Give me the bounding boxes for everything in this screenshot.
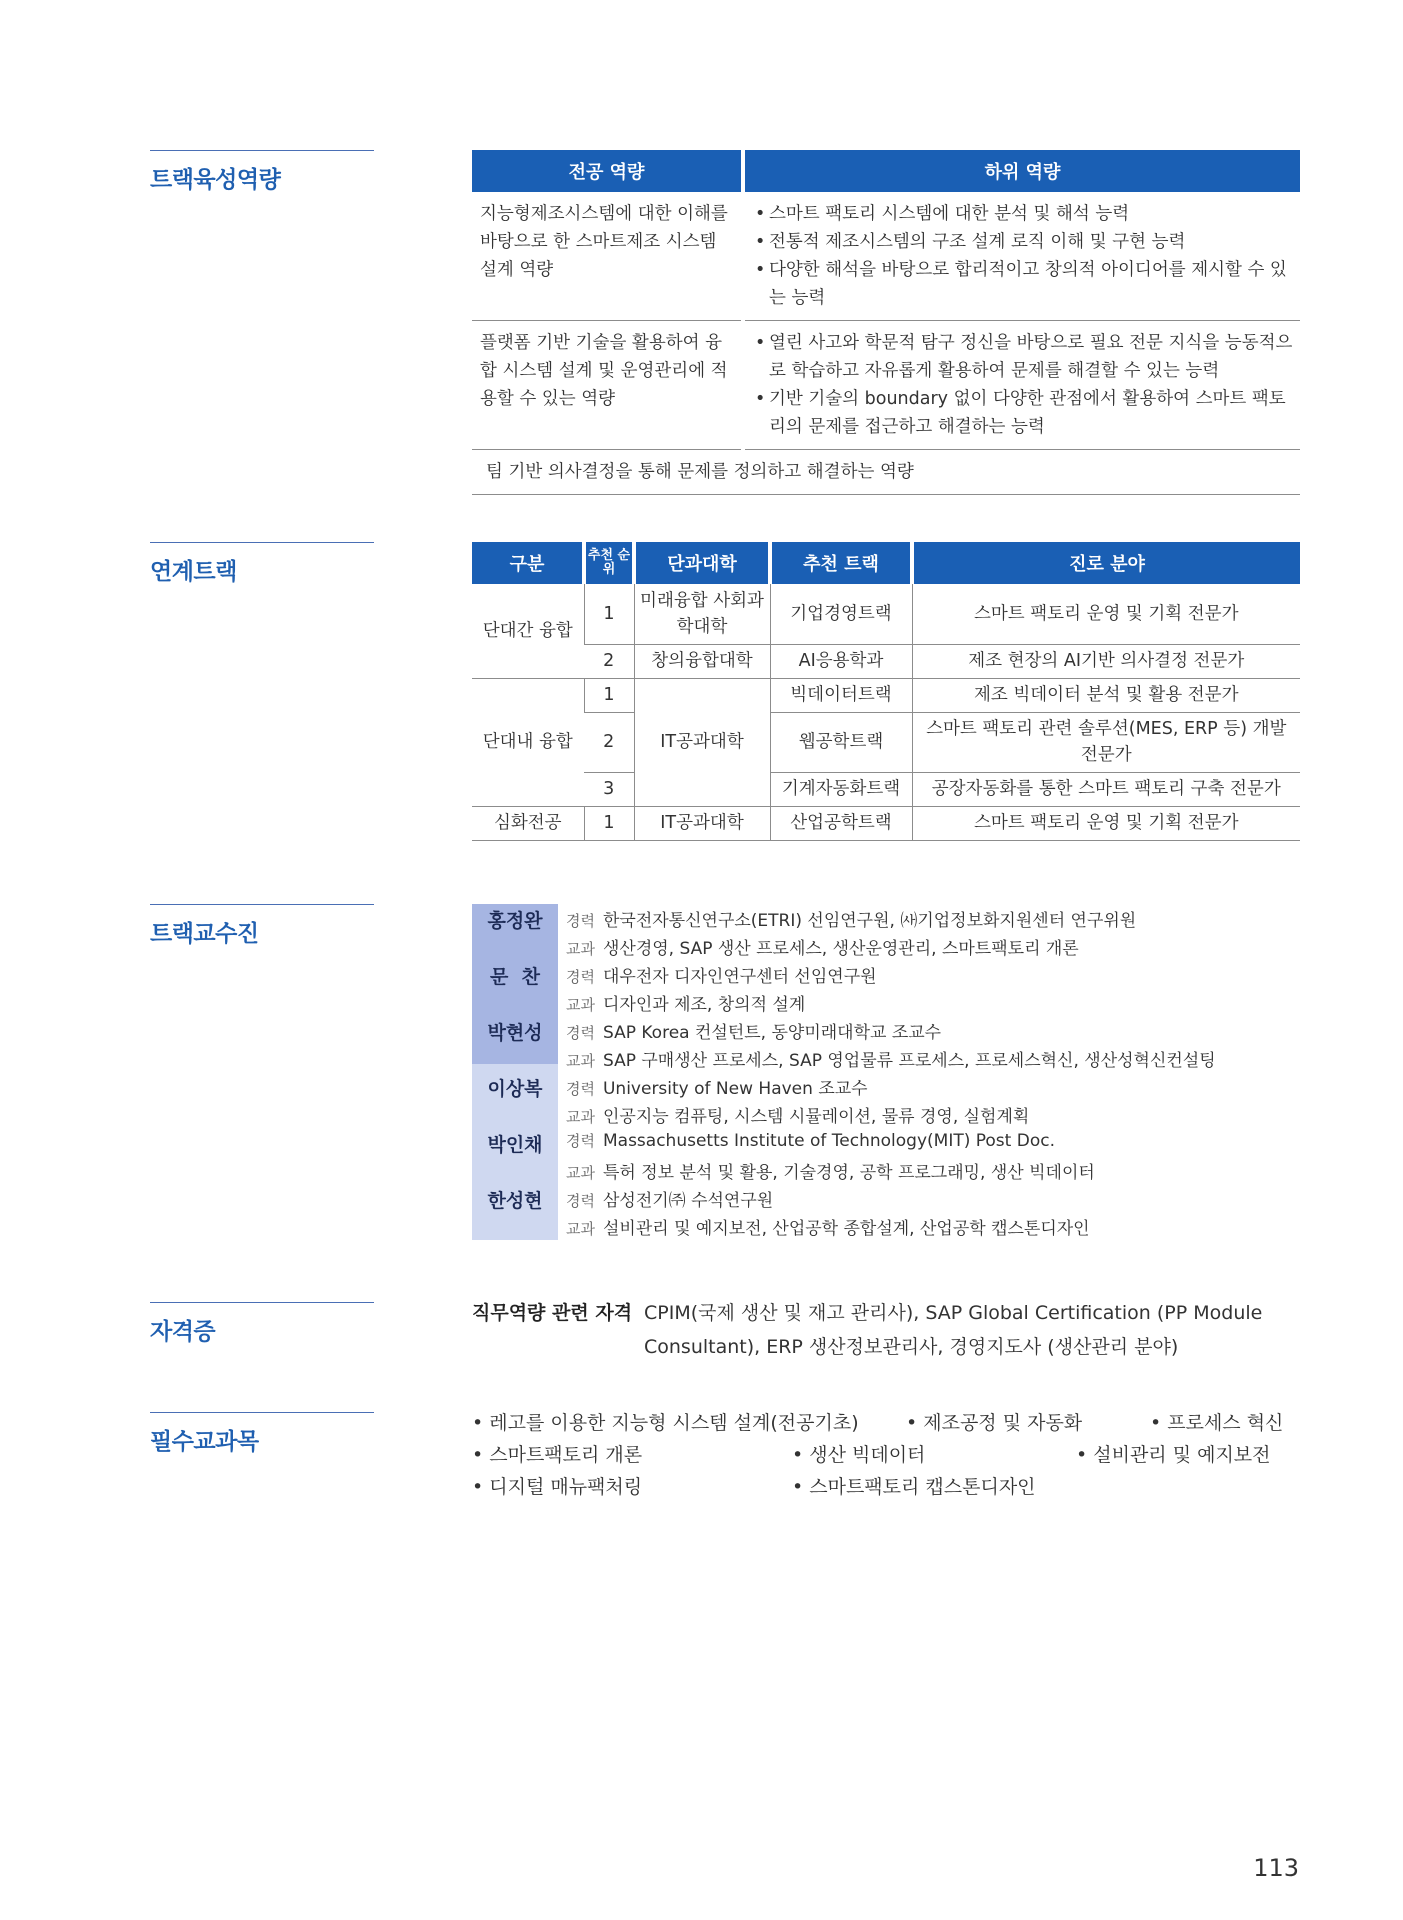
header-category: 구분 [472,542,584,584]
section-title-required: 필수교과목 [150,1412,374,1456]
certificate-label: 직무역량 관련 자격 [472,1302,633,1324]
faculty-name: 박인채 [487,1134,543,1156]
college-cell: 미래융합 사회과학대학 [634,584,770,644]
rank-cell: 2 [584,644,634,678]
career-cell: 스마트 팩토리 운영 및 기획 전문가 [912,806,1300,840]
list-item: • 스마트팩토리 개론 [472,1444,643,1466]
faculty-career [566,1186,773,1211]
rank-cell: 2 [584,712,634,772]
course-text: SAP 구매생산 프로세스, SAP 영업물류 프로세스, 프로세스혁신, 생산성혁신컨설팅 [602,1051,1216,1071]
certificate-list: CPIM(국제 생산 및 재고 관리사), SAP Global Certification (PP Module Consultant), ERP 생산정보관리사, 경영지도사 (생산관리 분야) [644,1302,1263,1358]
track-cell: 웹공학트랙 [770,712,912,772]
career-cell: 공장자동화를 통한 스마트 팩토리 구축 전문가 [912,772,1300,806]
list-item: • 전통적 제조시스템의 구조 설계 로직 이해 및 구현 능력 [753,228,1294,256]
list-item [472,1072,1300,1128]
list-item: • 프로세스 혁신 [1150,1412,1284,1434]
career-text: SAP Korea 컨설턴트, 동양미래대학교 조교수 [602,1023,942,1043]
page-number: 113 [1253,1854,1299,1882]
track-cell: AI응용학과 [770,644,912,678]
faculty-course [566,934,1079,959]
list-item: • 기반 기술의 boundary 없이 다양한 관점에서 활용하여 스마트 팩토리의 문제를 접근하고 해결하는 능력 [753,385,1294,441]
faculty-career [566,1018,941,1043]
course-label: 교과 [566,1052,595,1070]
rank-cell: 3 [584,772,634,806]
course-text: 인공지능 컴퓨팅, 시스템 시뮬레이션, 물류 경영, 실험계획 [602,1107,1030,1127]
career-text: 한국전자통신연구소(ETRI) 선임연구원, ㈔기업정보화지원센터 연구위원 [602,911,1137,931]
header-major-competency: 전공 역량 [472,150,743,192]
section-title-tracks: 연계트랙 [150,542,374,586]
certificate-text-block [472,1296,1300,1364]
course-text: 설비관리 및 예지보전, 산업공학 종합설계, 산업공학 캡스톤디자인 [602,1219,1090,1239]
faculty-name: 홍정완 [487,910,543,932]
list-item: • 열린 사고와 학문적 탐구 정신을 바탕으로 필요 전문 지식을 능동적으로 학습하고 자유롭게 활용하여 문제를 해결할 수 있는 능력 [753,329,1294,385]
list-item [472,904,1300,960]
course-label: 교과 [566,1164,595,1182]
list-item [472,960,1300,1016]
track-cell: 산업공학트랙 [770,806,912,840]
list-item: • 설비관리 및 예지보전 [1076,1444,1271,1466]
sub-competency-cell [743,192,1300,321]
header-rank: 추천 순위 [584,542,634,584]
required-content [472,1408,1300,1518]
header-sub-competency: 하위 역량 [743,150,1300,192]
team-competency-cell: 팀 기반 의사결정을 통해 문제를 정의하고 해결하는 역량 [472,450,1300,495]
table-row [472,321,1300,450]
list-item: • 레고를 이용한 지능형 시스템 설계(전공기초) [472,1412,859,1434]
rank-cell: 1 [584,678,634,712]
sub-competency-cell [743,321,1300,450]
career-cell: 제조 빅데이터 분석 및 활용 전문가 [912,678,1300,712]
table-row [472,192,1300,321]
table-row [472,450,1300,495]
rank-cell: 1 [584,806,634,840]
table-row [472,712,1300,772]
faculty-name: 문 찬 [490,966,540,988]
table-row [472,806,1300,840]
header-career: 진로 분야 [912,542,1300,584]
career-label: 경력 [566,912,595,930]
faculty-course [566,1102,1029,1127]
track-cell: 기계자동화트랙 [770,772,912,806]
competency-content [472,150,1300,495]
faculty-name: 박현성 [487,1022,543,1044]
faculty-career [566,962,877,987]
career-label: 경력 [566,1132,595,1150]
course-label: 교과 [566,1108,595,1126]
career-text: University of New Haven 조교수 [602,1079,868,1099]
list-item: • 생산 빅데이터 [792,1444,926,1466]
faculty-career [566,1130,1055,1151]
faculty-course [566,1158,1095,1183]
career-cell: 스마트 팩토리 관련 솔루션(MES, ERP 등) 개발 전문가 [912,712,1300,772]
faculty-name: 이상복 [487,1078,543,1100]
major-competency-cell: 플랫폼 기반 기술을 활용하여 융합 시스템 설계 및 운영관리에 적용할 수 있는 역량 [472,321,743,450]
college-cell: IT공과대학 [634,678,770,806]
list-item [472,1016,1300,1072]
faculty-career [566,906,1136,931]
required-course-list [472,1408,1300,1518]
course-label: 교과 [566,996,595,1014]
list-item [472,1128,1300,1184]
career-cell: 제조 현장의 AI기반 의사결정 전문가 [912,644,1300,678]
list-item: • 제조공정 및 자동화 [906,1412,1083,1434]
tracks-content [472,542,1300,841]
section-title-faculty: 트랙교수진 [150,904,374,948]
category-cell: 단대간 융합 [472,584,584,678]
career-text: Massachusetts Institute of Technology(MIT) Post Doc. [602,1131,1055,1151]
course-label: 교과 [566,940,595,958]
faculty-course [566,990,805,1015]
category-cell: 단대내 융합 [472,678,584,806]
competency-table [472,150,1300,495]
table-row [472,678,1300,712]
career-label: 경력 [566,968,595,986]
list-item: • 다양한 해석을 바탕으로 합리적이고 창의적 아이디어를 제시할 수 있는 능력 [753,256,1294,312]
section-title-competency: 트랙육성역량 [150,150,374,194]
major-competency-cell: 지능형제조시스템에 대한 이해를 바탕으로 한 스마트제조 시스템 설계 역량 [472,192,743,321]
list-item: • 스마트팩토리 캡스톤디자인 [792,1476,1036,1498]
college-cell: 창의융합대학 [634,644,770,678]
career-label: 경력 [566,1192,595,1210]
course-text: 특허 정보 분석 및 활용, 기술경영, 공학 프로그래밍, 생산 빅데이터 [602,1163,1095,1183]
header-college: 단과대학 [634,542,770,584]
course-text: 디자인과 제조, 창의적 설계 [602,995,806,1015]
category-cell: 심화전공 [472,806,584,840]
tracks-table [472,542,1300,841]
table-row [472,772,1300,806]
list-item: • 디지털 매뉴팩처링 [472,1476,643,1498]
track-cell: 기업경영트랙 [770,584,912,644]
table-row [472,644,1300,678]
faculty-career [566,1074,868,1099]
career-label: 경력 [566,1024,595,1042]
faculty-name: 한성현 [487,1190,543,1212]
header-track: 추천 트랙 [770,542,912,584]
certificate-content [472,1296,1300,1364]
college-cell: IT공과대학 [634,806,770,840]
career-text: 삼성전기㈜ 수석연구원 [602,1191,774,1211]
career-text: 대우전자 디자인연구센터 선임연구원 [602,967,877,987]
faculty-course [566,1214,1090,1239]
course-label: 교과 [566,1220,595,1238]
rank-cell: 1 [584,584,634,644]
table-row [472,584,1300,644]
faculty-course [566,1046,1216,1071]
track-cell: 빅데이터트랙 [770,678,912,712]
course-text: 생산경영, SAP 생산 프로세스, 생산운영관리, 스마트팩토리 개론 [602,939,1079,959]
section-title-certificate: 자격증 [150,1302,374,1346]
list-item [472,1184,1300,1240]
career-label: 경력 [566,1080,595,1098]
career-cell: 스마트 팩토리 운영 및 기획 전문가 [912,584,1300,644]
list-item: • 스마트 팩토리 시스템에 대한 분석 및 해석 능력 [753,200,1294,228]
